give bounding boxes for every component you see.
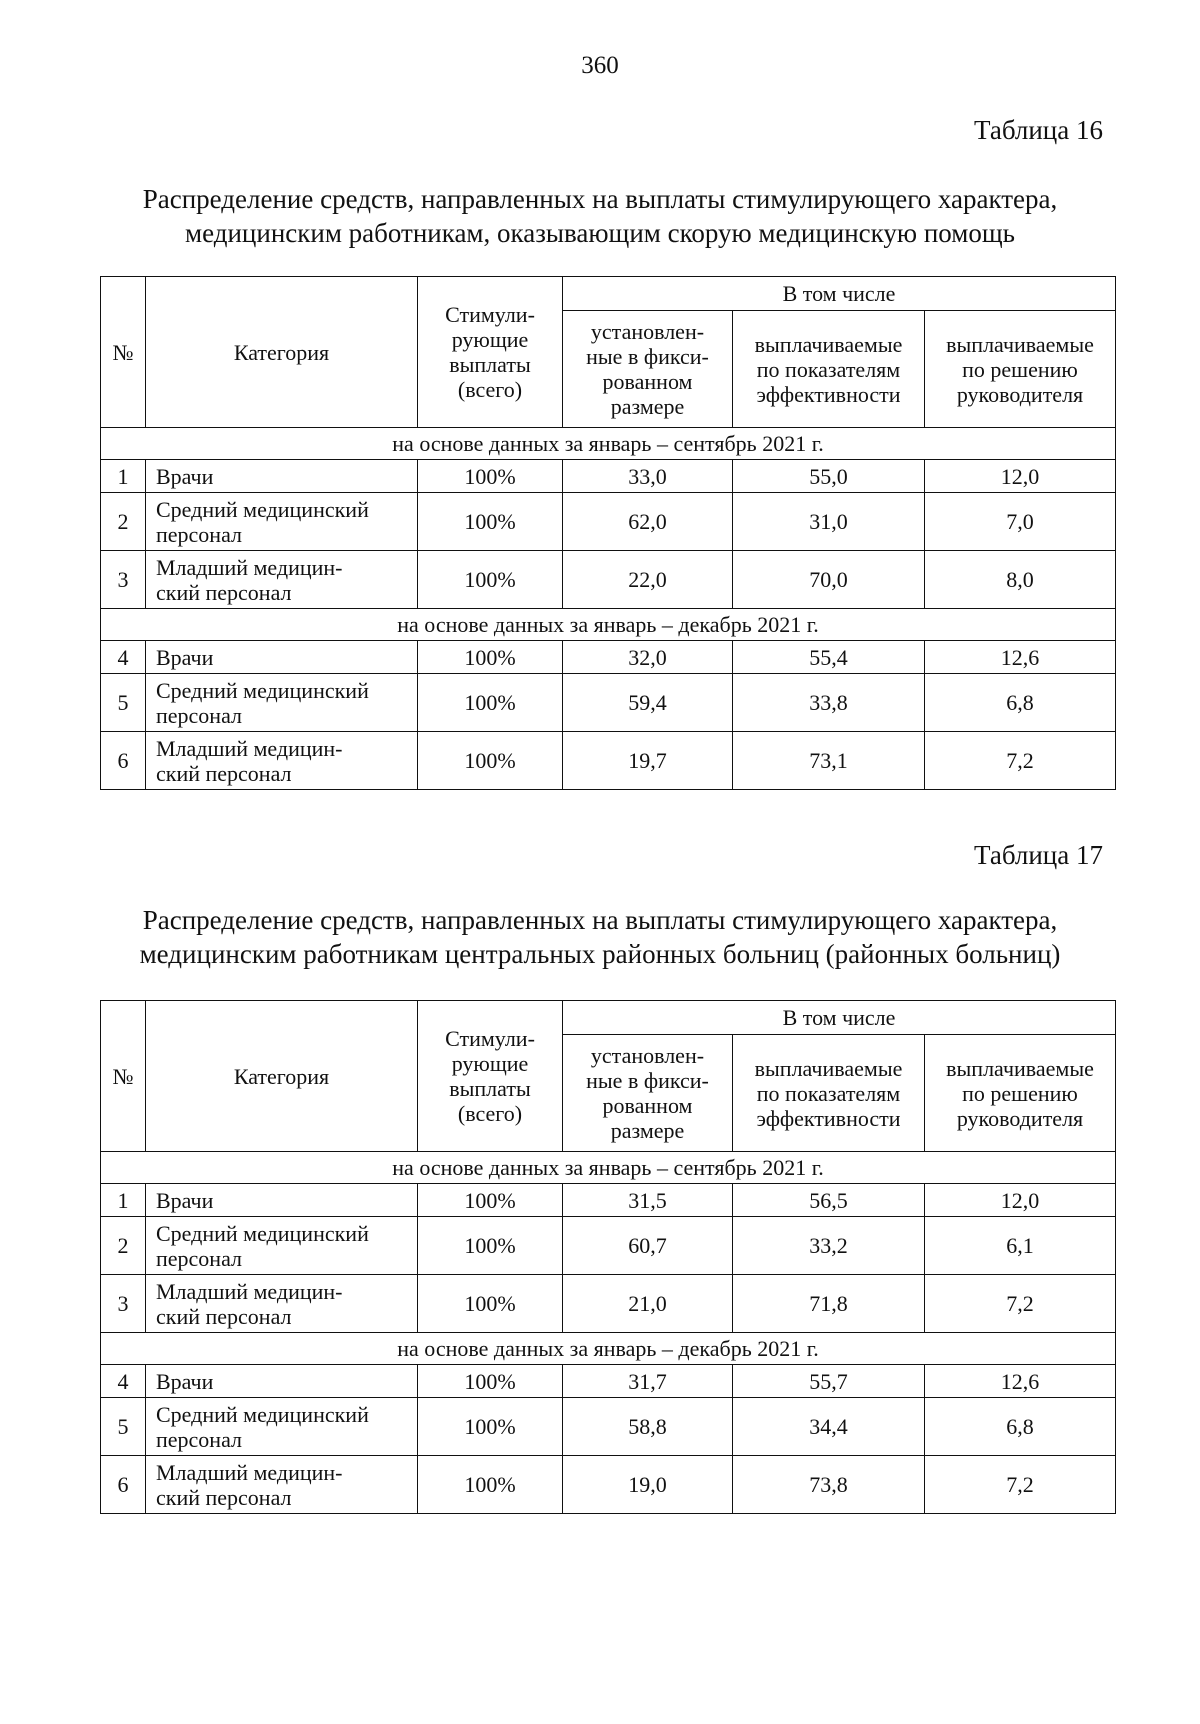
header-performance: выплачиваемые по показателям эффективности xyxy=(733,1035,925,1152)
table-row: 5 Средний медицинский персонал 100% 58,8 34,4 6,8 xyxy=(101,1398,1116,1456)
table-row: 6 Младший медицин- ский персонал 100% 19,7 73,1 7,2 xyxy=(101,732,1116,790)
header-head-decision: выплачиваемые по решению руководителя xyxy=(925,311,1116,428)
table-17 xyxy=(100,1000,1116,1514)
table-17-title xyxy=(80,903,1120,971)
page-number: 360 xyxy=(581,52,619,79)
header-fixed: установлен- ные в фикси- рованном размере xyxy=(563,1035,733,1152)
table-row: 2 Средний медицинский персонал 100% 60,7 33,2 6,1 xyxy=(101,1217,1116,1275)
table-row: 5 Средний медицинский персонал 100% 59,4 33,8 6,8 xyxy=(101,674,1116,732)
section-title: на основе данных за январь – декабрь 2021 г. xyxy=(101,1333,1116,1365)
table-16-label: Таблица 16 xyxy=(974,115,1103,145)
header-head-decision: выплачиваемые по решению руководителя xyxy=(925,1035,1116,1152)
header-fixed: установлен- ные в фикси- рованном размере xyxy=(563,311,733,428)
section-title: на основе данных за январь – декабрь 2021 г. xyxy=(101,609,1116,641)
header-group: В том числе xyxy=(563,1001,1116,1035)
table-17-label: Таблица 17 xyxy=(974,840,1103,870)
table-row: 3 Младший медицин- ский персонал 100% 21,0 71,8 7,2 xyxy=(101,1275,1116,1333)
table-16-title-line-1: Распределение средств, направленных на выплаты стимулирующего характера, xyxy=(142,184,1058,214)
table-row: 4 Врачи 100% 31,7 55,7 12,6 xyxy=(101,1365,1116,1398)
table-16-title-line-2: медицинским работникам, оказывающим скорую медицинскую помощь xyxy=(185,218,1015,248)
table-row: 3 Младший медицин- ский персонал 100% 22,0 70,0 8,0 xyxy=(101,551,1116,609)
table-16 xyxy=(100,276,1116,790)
table-row: 4 Врачи 100% 32,0 55,4 12,6 xyxy=(101,641,1116,674)
table-17-title-line-2: медицинским работникам центральных районных больниц (районных больниц) xyxy=(139,939,1061,969)
header-category: Категория xyxy=(146,277,418,428)
header-performance: выплачиваемые по показателям эффективности xyxy=(733,311,925,428)
header-total: Стимули- рующие выплаты (всего) xyxy=(418,277,563,428)
section-title: на основе данных за январь – сентябрь 2021 г. xyxy=(101,428,1116,460)
table-row: 2 Средний медицинский персонал 100% 62,0 31,0 7,0 xyxy=(101,493,1116,551)
header-num: № xyxy=(101,277,146,428)
table-17-title-line-1: Распределение средств, направленных на выплаты стимулирующего характера, xyxy=(142,905,1058,935)
table-row: 1 Врачи 100% 33,0 55,0 12,0 xyxy=(101,460,1116,493)
header-total: Стимули- рующие выплаты (всего) xyxy=(418,1001,563,1152)
table-row: 6 Младший медицин- ский персонал 100% 19,0 73,8 7,2 xyxy=(101,1456,1116,1514)
section-title: на основе данных за январь – сентябрь 2021 г. xyxy=(101,1152,1116,1184)
header-num: № xyxy=(101,1001,146,1152)
header-group: В том числе xyxy=(563,277,1116,311)
table-row: 1 Врачи 100% 31,5 56,5 12,0 xyxy=(101,1184,1116,1217)
table-16-title xyxy=(80,182,1120,250)
header-category: Категория xyxy=(146,1001,418,1152)
